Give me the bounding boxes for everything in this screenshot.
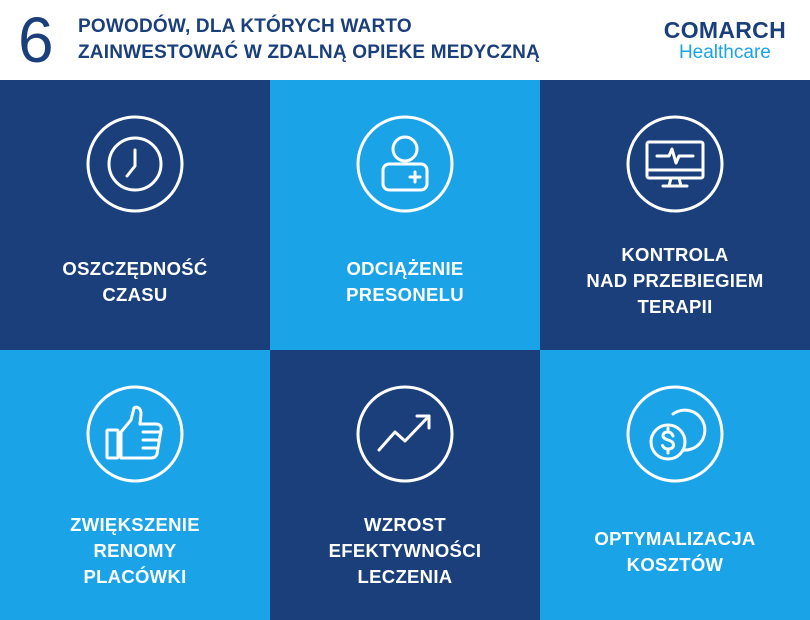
tile-label-line: WZROST (364, 514, 446, 535)
tile-label (270, 256, 540, 308)
title-line-1: POWODÓW, DLA KTÓRYCH WARTO (78, 16, 412, 37)
tile-reputation (0, 350, 270, 620)
medical-staff-icon (355, 114, 455, 214)
tile-label-line: RENOMY (93, 540, 177, 561)
tile-label-line: KONTROLA (621, 244, 729, 265)
reasons-count: 6 (18, 4, 54, 76)
tile-therapy-control (540, 80, 810, 350)
tile-label (540, 526, 810, 578)
tile-label-line: CZASU (102, 284, 168, 305)
tile-label-line: EFEKTYWNOŚCI (328, 540, 482, 561)
tile-label-line: NAD PRZEBIEGIEM (586, 270, 764, 291)
tile-efficiency (270, 350, 540, 620)
page-title (78, 14, 540, 66)
tile-label-line: ODCIĄŻENIE (346, 258, 464, 279)
monitor-heartbeat-icon (625, 114, 725, 214)
tile-label-line: OPTYMALIZACJA (594, 528, 756, 549)
tile-label (540, 242, 810, 320)
clock-icon (85, 114, 185, 214)
trend-up-icon (355, 384, 455, 484)
tile-label-line: KOSZTÓW (626, 554, 724, 575)
tile-label (0, 256, 270, 308)
title-line-2: ZAINWESTOWAĆ W ZDALNĄ OPIEKE MEDYCZNĄ (78, 42, 540, 63)
tile-label (270, 512, 540, 590)
logo-sub-text: Healthcare (678, 42, 771, 63)
tile-label-line: OSZCZĘDNOŚĆ (62, 258, 208, 279)
tile-label (0, 512, 270, 590)
tile-label-line: PLACÓWKI (83, 566, 187, 587)
tile-cost-optimization (540, 350, 810, 620)
reasons-grid (0, 80, 810, 620)
header (0, 0, 810, 80)
coins-dollar-icon (625, 384, 725, 484)
thumbs-up-icon (85, 384, 185, 484)
logo-main-text: COMARCH (663, 17, 786, 43)
tile-label-line: PRESONELU (346, 284, 464, 305)
tile-label-line: TERAPII (637, 296, 713, 317)
tile-staff-relief (270, 80, 540, 350)
tile-label-line: ZWIĘKSZENIE (70, 514, 200, 535)
tile-label-line: LECZENIA (357, 566, 453, 587)
comarch-healthcare-logo (664, 18, 786, 64)
tile-time-saving (0, 80, 270, 350)
